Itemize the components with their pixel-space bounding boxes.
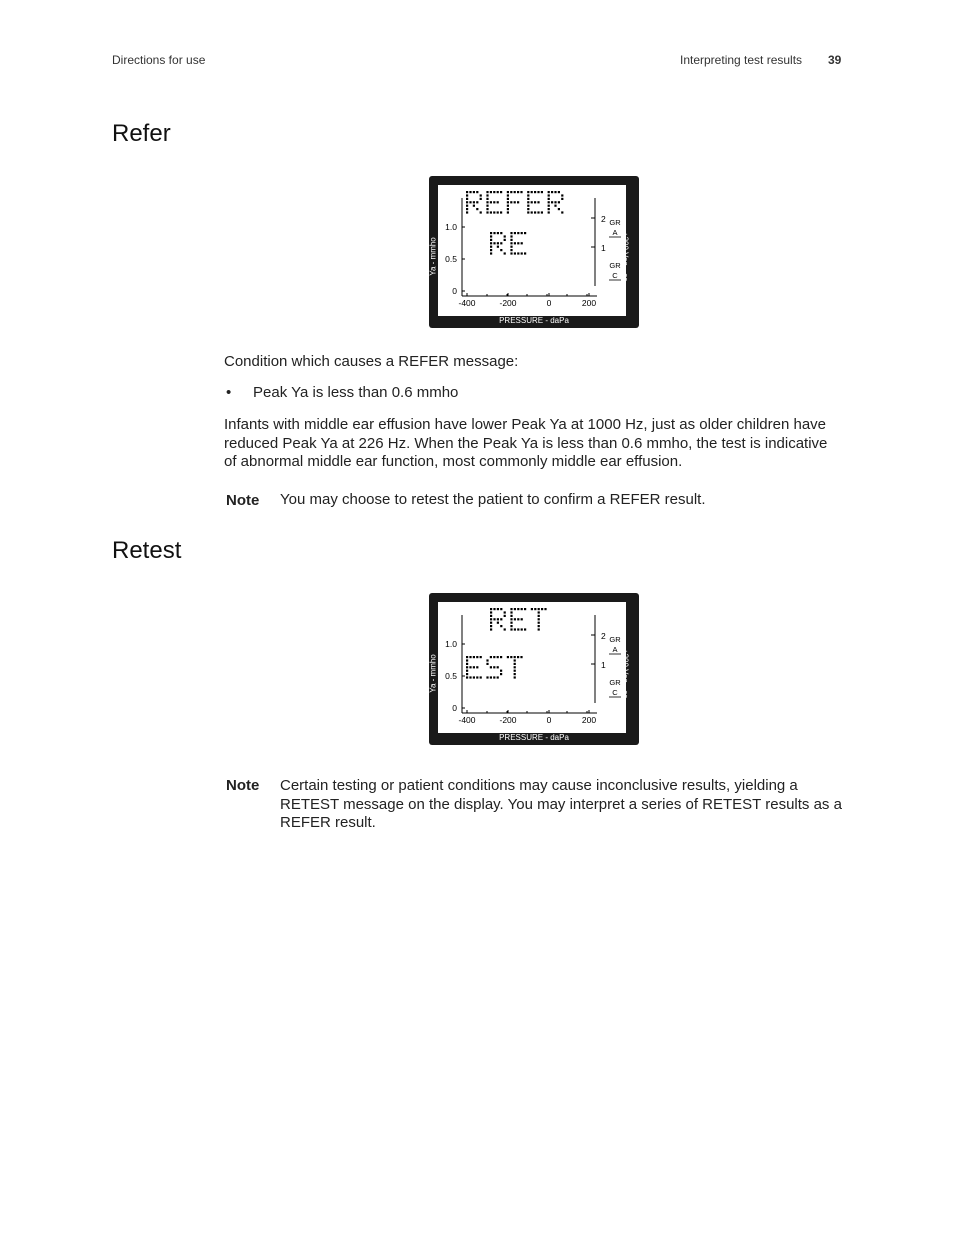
matrix-dot	[537, 211, 539, 213]
gr-c-label: C	[612, 271, 618, 280]
matrix-dot	[521, 242, 523, 244]
matrix-dot	[517, 252, 519, 254]
matrix-dot	[514, 242, 516, 244]
matrix-dot	[507, 194, 509, 196]
matrix-dot	[510, 249, 512, 251]
matrix-dot	[510, 242, 512, 244]
right-tick-label: 2	[601, 214, 606, 224]
y-axis-label: Ya - mmho	[428, 654, 438, 693]
refer-paragraph: Infants with middle ear effusion have lower Peak Ya at 1000 Hz, just as older children have reduced Peak Ya at 226 Hz. When the Peak Ya is less than 0.6 mmho, the test is indicative of abnormal middle ear function, most commonly middle ear effusion.	[224, 416, 828, 470]
matrix-dot	[469, 666, 471, 668]
matrix-dot	[510, 622, 512, 624]
matrix-dot	[466, 194, 468, 196]
x-tick-label: 0	[546, 298, 552, 308]
matrix-dot	[480, 656, 482, 658]
matrix-dot	[486, 208, 488, 210]
matrix-dot	[493, 656, 495, 658]
matrix-dot	[514, 663, 516, 665]
matrix-dot	[521, 618, 523, 620]
matrix-dot	[504, 628, 506, 630]
matrix-dot	[538, 628, 540, 630]
matrix-dot	[514, 252, 516, 254]
matrix-dot	[486, 194, 488, 196]
matrix-dot	[500, 211, 502, 213]
section-title-refer: Refer	[112, 120, 171, 147]
matrix-dot	[490, 232, 492, 234]
matrix-dot	[493, 232, 495, 234]
matrix-dot	[473, 676, 475, 678]
matrix-dot	[521, 232, 523, 234]
matrix-dot	[548, 201, 550, 203]
matrix-dot	[504, 252, 506, 254]
y-tick-label: 0	[452, 703, 457, 713]
matrix-dot	[486, 191, 488, 193]
matrix-dot	[510, 239, 512, 241]
matrix-dot	[480, 198, 482, 200]
matrix-dot	[514, 676, 516, 678]
matrix-dot	[521, 628, 523, 630]
matrix-dot	[486, 201, 488, 203]
refer-bullet: Peak Ya is less than 0.6 mmho	[253, 384, 459, 401]
matrix-dot	[466, 201, 468, 203]
matrix-dot	[517, 242, 519, 244]
matrix-dot	[490, 615, 492, 617]
matrix-dot	[486, 663, 488, 665]
matrix-dot	[517, 608, 519, 610]
y-axis-label: Ya - mmho	[428, 237, 438, 276]
matrix-dot	[493, 666, 495, 668]
matrix-dot	[466, 198, 468, 200]
matrix-dot	[507, 211, 509, 213]
retest-display-screen	[429, 593, 639, 745]
matrix-dot	[490, 611, 492, 613]
matrix-dot	[476, 656, 478, 658]
matrix-dot	[558, 201, 560, 203]
matrix-dot	[480, 676, 482, 678]
matrix-dot	[510, 246, 512, 248]
y-tick-label: 0.5	[445, 671, 457, 681]
matrix-dot	[510, 201, 512, 203]
matrix-dot	[497, 656, 499, 658]
matrix-dot	[517, 618, 519, 620]
matrix-dot	[514, 232, 516, 234]
matrix-dot	[531, 211, 533, 213]
matrix-dot	[527, 211, 529, 213]
matrix-dot	[500, 249, 502, 251]
matrix-dot	[486, 659, 488, 661]
matrix-dot	[514, 656, 516, 658]
matrix-dot	[510, 618, 512, 620]
refer-note-text: You may choose to retest the patient to confirm a REFER result.	[280, 491, 706, 508]
matrix-dot	[507, 656, 509, 658]
matrix-dot	[490, 676, 492, 678]
refer-condition-intro: Condition which causes a REFER message:	[224, 353, 519, 370]
matrix-dot	[490, 235, 492, 237]
y-tick-label: 0	[452, 286, 457, 296]
matrix-dot	[514, 666, 516, 668]
gr-label-bottom: GR	[609, 261, 621, 270]
matrix-dot	[493, 191, 495, 193]
matrix-dot	[548, 191, 550, 193]
matrix-dot	[497, 191, 499, 193]
matrix-dot	[490, 211, 492, 213]
matrix-dot	[514, 191, 516, 193]
matrix-dot	[510, 615, 512, 617]
y-tick-label: 1.0	[445, 639, 457, 649]
matrix-dot	[490, 239, 492, 241]
matrix-dot	[534, 211, 536, 213]
matrix-dot	[538, 615, 540, 617]
gr-label-bottom: GR	[609, 678, 621, 687]
matrix-dot	[490, 242, 492, 244]
matrix-dot	[466, 666, 468, 668]
matrix-dot	[476, 191, 478, 193]
matrix-dot	[514, 670, 516, 672]
matrix-dot	[476, 666, 478, 668]
matrix-dot	[534, 191, 536, 193]
matrix-dot	[493, 242, 495, 244]
matrix-dot	[507, 191, 509, 193]
matrix-dot	[534, 201, 536, 203]
matrix-dot	[476, 208, 478, 210]
matrix-dot	[486, 205, 488, 207]
matrix-dot	[490, 246, 492, 248]
matrix-dot	[510, 625, 512, 627]
matrix-dot	[490, 252, 492, 254]
matrix-dot	[514, 673, 516, 675]
matrix-dot	[490, 191, 492, 193]
matrix-dot	[510, 232, 512, 234]
matrix-dot	[521, 608, 523, 610]
matrix-dot	[551, 191, 553, 193]
matrix-dot	[517, 656, 519, 658]
matrix-dot	[524, 232, 526, 234]
matrix-dot	[473, 205, 475, 207]
matrix-dot	[510, 608, 512, 610]
matrix-dot	[466, 676, 468, 678]
right-axis-label: +200 Vea - cc	[620, 648, 630, 699]
matrix-dot	[493, 618, 495, 620]
matrix-dot	[517, 628, 519, 630]
matrix-dot	[500, 656, 502, 658]
matrix-dot	[490, 622, 492, 624]
matrix-dot	[520, 656, 522, 658]
matrix-dot	[486, 676, 488, 678]
gr-c-label: C	[612, 688, 618, 697]
matrix-dot	[493, 211, 495, 213]
matrix-dot	[524, 608, 526, 610]
matrix-dot	[514, 201, 516, 203]
x-tick-label: -200	[499, 715, 517, 725]
matrix-dot	[531, 608, 533, 610]
x-tick-label: -200	[499, 298, 517, 308]
matrix-dot	[554, 205, 556, 207]
gr-a-label: A	[612, 228, 618, 237]
retest-dot-matrix-message	[466, 608, 547, 679]
matrix-dot	[504, 235, 506, 237]
retest-note-text: Certain testing or patient conditions may cause inconclusive results, yielding a RETEST message on the display. You may interpret a series of RETEST results as a REFER result.	[280, 777, 842, 831]
section-title-retest: Retest	[112, 537, 182, 564]
matrix-dot	[541, 211, 543, 213]
matrix-dot	[510, 252, 512, 254]
matrix-dot	[538, 625, 540, 627]
matrix-dot	[497, 618, 499, 620]
matrix-dot	[486, 198, 488, 200]
matrix-dot	[520, 191, 522, 193]
retest-note-label: Note	[226, 777, 260, 794]
matrix-dot	[466, 663, 468, 665]
matrix-dot	[514, 608, 516, 610]
matrix-dot	[527, 208, 529, 210]
matrix-dot	[466, 659, 468, 661]
matrix-dot	[466, 673, 468, 675]
refer-display-screen	[429, 176, 639, 328]
matrix-dot	[490, 666, 492, 668]
matrix-dot	[538, 622, 540, 624]
matrix-dot	[486, 211, 488, 213]
matrix-dot	[469, 656, 471, 658]
matrix-dot	[517, 232, 519, 234]
matrix-dot	[527, 198, 529, 200]
matrix-dot	[534, 608, 536, 610]
gr-label-top: GR	[609, 218, 621, 227]
matrix-dot	[504, 239, 506, 241]
matrix-dot	[476, 676, 478, 678]
matrix-dot	[476, 201, 478, 203]
refer-dot-matrix-message	[466, 191, 563, 255]
matrix-dot	[500, 670, 502, 672]
x-tick-label: 200	[581, 298, 597, 308]
matrix-dot	[490, 618, 492, 620]
matrix-dot	[490, 201, 492, 203]
matrix-dot	[497, 246, 499, 248]
matrix-dot	[497, 211, 499, 213]
matrix-dot	[497, 622, 499, 624]
matrix-dot	[507, 205, 509, 207]
gr-label-top: GR	[609, 635, 621, 644]
matrix-dot	[548, 205, 550, 207]
running-header-left: Directions for use	[112, 53, 206, 67]
matrix-dot	[537, 201, 539, 203]
matrix-dot	[527, 205, 529, 207]
matrix-dot	[507, 201, 509, 203]
gr-a-label: A	[612, 645, 618, 654]
matrix-dot	[466, 191, 468, 193]
matrix-dot	[480, 194, 482, 196]
matrix-dot	[500, 618, 502, 620]
matrix-dot	[527, 194, 529, 196]
matrix-dot	[538, 611, 540, 613]
matrix-dot	[527, 191, 529, 193]
matrix-dot	[514, 659, 516, 661]
matrix-dot	[490, 628, 492, 630]
matrix-dot	[527, 201, 529, 203]
x-tick-label: 200	[581, 715, 597, 725]
matrix-dot	[500, 625, 502, 627]
matrix-dot	[521, 252, 523, 254]
matrix-dot	[469, 676, 471, 678]
matrix-dot	[466, 205, 468, 207]
refer-display-graphics	[429, 176, 639, 328]
matrix-dot	[544, 608, 546, 610]
matrix-dot	[490, 608, 492, 610]
matrix-dot	[507, 208, 509, 210]
matrix-dot	[466, 670, 468, 672]
retest-display-graphics	[429, 593, 639, 745]
matrix-dot	[524, 628, 526, 630]
x-tick-label: -400	[458, 715, 476, 725]
matrix-dot	[537, 191, 539, 193]
matrix-dot	[466, 211, 468, 213]
matrix-dot	[538, 608, 540, 610]
matrix-dot	[473, 201, 475, 203]
matrix-dot	[497, 201, 499, 203]
matrix-dot	[510, 656, 512, 658]
matrix-dot	[493, 201, 495, 203]
matrix-dot	[561, 198, 563, 200]
matrix-dot	[490, 625, 492, 627]
x-tick-label: -400	[458, 298, 476, 308]
matrix-dot	[493, 608, 495, 610]
matrix-dot	[469, 191, 471, 193]
matrix-dot	[514, 618, 516, 620]
matrix-dot	[538, 618, 540, 620]
matrix-dot	[561, 211, 563, 213]
right-tick-label: 1	[601, 660, 606, 670]
matrix-dot	[531, 191, 533, 193]
y-tick-label: 1.0	[445, 222, 457, 232]
matrix-dot	[473, 666, 475, 668]
matrix-dot	[500, 232, 502, 234]
matrix-dot	[507, 198, 509, 200]
matrix-dot	[466, 208, 468, 210]
matrix-dot	[510, 628, 512, 630]
matrix-dot	[554, 191, 556, 193]
x-axis-label: PRESSURE - daPa	[499, 316, 569, 325]
matrix-dot	[548, 208, 550, 210]
matrix-dot	[497, 676, 499, 678]
bullet-marker: •	[226, 384, 232, 401]
matrix-dot	[554, 201, 556, 203]
matrix-dot	[531, 201, 533, 203]
matrix-dot	[504, 611, 506, 613]
matrix-dot	[551, 201, 553, 203]
matrix-dot	[473, 656, 475, 658]
matrix-dot	[466, 656, 468, 658]
matrix-dot	[497, 232, 499, 234]
matrix-dot	[548, 198, 550, 200]
right-axis-label: +200 Vea - cc	[620, 231, 630, 282]
matrix-dot	[497, 608, 499, 610]
matrix-dot	[561, 194, 563, 196]
matrix-dot	[541, 608, 543, 610]
matrix-dot	[490, 249, 492, 251]
matrix-dot	[500, 608, 502, 610]
page-number: 39	[828, 53, 842, 67]
matrix-dot	[473, 191, 475, 193]
matrix-dot	[500, 242, 502, 244]
matrix-dot	[480, 211, 482, 213]
matrix-dot	[504, 615, 506, 617]
matrix-dot	[493, 676, 495, 678]
matrix-dot	[558, 191, 560, 193]
refer-note-label: Note	[226, 492, 260, 509]
x-axis-label: PRESSURE - daPa	[499, 733, 569, 742]
matrix-dot	[548, 211, 550, 213]
matrix-dot	[510, 611, 512, 613]
matrix-dot	[497, 666, 499, 668]
right-tick-label: 2	[601, 631, 606, 641]
matrix-dot	[541, 191, 543, 193]
x-tick-label: 0	[546, 715, 552, 725]
matrix-dot	[490, 656, 492, 658]
matrix-dot	[524, 252, 526, 254]
y-tick-label: 0.5	[445, 254, 457, 264]
matrix-dot	[510, 235, 512, 237]
running-header-right: Interpreting test results	[680, 53, 803, 67]
right-tick-label: 1	[601, 243, 606, 253]
matrix-dot	[497, 242, 499, 244]
matrix-dot	[510, 191, 512, 193]
matrix-dot	[500, 673, 502, 675]
matrix-dot	[548, 194, 550, 196]
matrix-dot	[469, 201, 471, 203]
matrix-dot	[517, 191, 519, 193]
matrix-dot	[500, 191, 502, 193]
matrix-dot	[517, 201, 519, 203]
matrix-dot	[514, 628, 516, 630]
matrix-dot	[558, 208, 560, 210]
